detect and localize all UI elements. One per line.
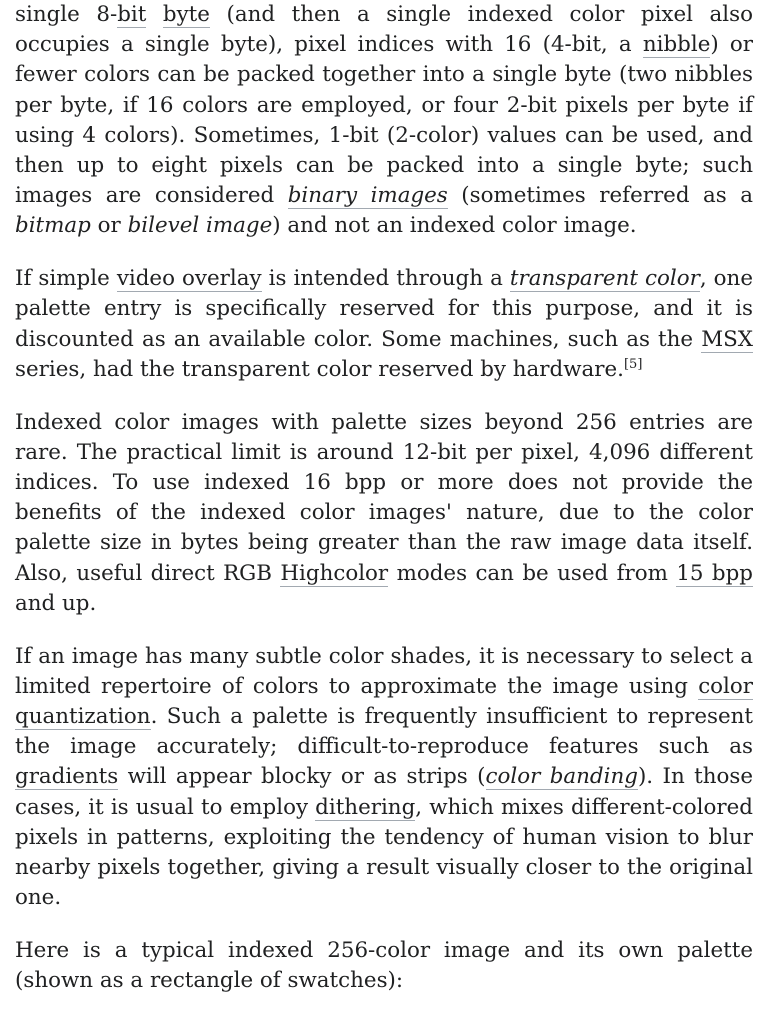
text: Indexed color images with palette sizes beyond 256 entries are rare. The practical limit is around 12-bit per pixel, 4,096 different indices. To use indexed 16 bpp or more does not provide the benefits of the indexed color images' nature, due to the color palette size in bytes being greater than the raw image data itself. Also, useful direct RGB	[15, 409, 753, 586]
text: single 8-	[15, 2, 118, 27]
paragraph-quantization	[15, 642, 753, 914]
text: ) or fewer colors can be packed together into a single byte (two nibbles per byte, if 16 colors are employed, or four 2-bit pixels per byte if using 4 colors). Sometimes, 1-bit (2-color) values can be used, and then up to eight pixels can be packed into a single byte; such images are considered	[15, 32, 753, 209]
link-byte[interactable]: byte	[162, 2, 210, 27]
text: . Such a palette is frequently insufficient to represent the image accurately; difficult-to-reproduce features such as	[15, 704, 753, 760]
paragraph-example-intro	[15, 936, 753, 996]
paragraph-transparent-color	[15, 264, 753, 385]
paragraph-packing	[15, 0, 753, 242]
text: If simple	[15, 266, 117, 292]
link-msx[interactable]: MSX	[701, 326, 753, 352]
text: (and then a single indexed color pixel also occupies a single byte), pixel indices with 16 (4-bit, a	[15, 2, 753, 58]
text: , one palette entry is specifically reserved for this purpose, and it is discounted as an available color. Some machines, such as the	[15, 266, 753, 352]
link-color-banding[interactable]: color banding	[485, 764, 638, 790]
link-bit[interactable]: bit	[117, 2, 147, 27]
link-binary-images[interactable]: binary images	[287, 183, 448, 209]
text: and up.	[15, 590, 97, 616]
reference-link-5[interactable]: [5]	[623, 356, 643, 372]
link-dithering[interactable]: dithering	[315, 794, 416, 820]
text: Here is a typical indexed 256-color image and its own palette (shown as a rectangle of swatches):	[15, 938, 753, 994]
text: is intended through a	[261, 266, 510, 292]
text: , which mixes different-colored pixels in patterns, exploiting the tendency of human vision to blur nearby pixels together, giving a result visually closer to the original one.	[15, 794, 753, 911]
text: modes can be used from	[388, 560, 677, 586]
link-transparent-color[interactable]: transparent color	[509, 266, 700, 292]
reference-superscript	[624, 357, 642, 372]
text: If an image has many subtle color shades, it is necessary to select a limited repertoire of colors to approximate the image using	[15, 643, 753, 699]
text: ) and not an indexed color image.	[272, 213, 637, 239]
term-bilevel-image: bilevel image	[127, 213, 273, 239]
paragraph-palette-size	[15, 408, 753, 619]
term-bitmap: bitmap	[15, 213, 91, 239]
link-gradients[interactable]: gradients	[15, 764, 119, 790]
text: will appear blocky or as strips (	[118, 764, 486, 790]
link-video-overlay[interactable]: video overlay	[116, 266, 262, 292]
link-color-quantization[interactable]: color quantization	[15, 673, 753, 730]
link-15-bpp[interactable]: 15 bpp	[676, 560, 754, 586]
text: series, had the transparent color reserved by hardware.	[15, 356, 624, 382]
text: or	[90, 213, 128, 239]
text: (sometimes referred as a	[447, 183, 753, 209]
text: ). In those cases, it is usual to employ	[15, 764, 753, 820]
article-body	[15, 0, 753, 996]
link-nibble[interactable]: nibble	[642, 32, 711, 58]
link-highcolor[interactable]: Highcolor	[280, 560, 389, 586]
text	[146, 2, 163, 27]
